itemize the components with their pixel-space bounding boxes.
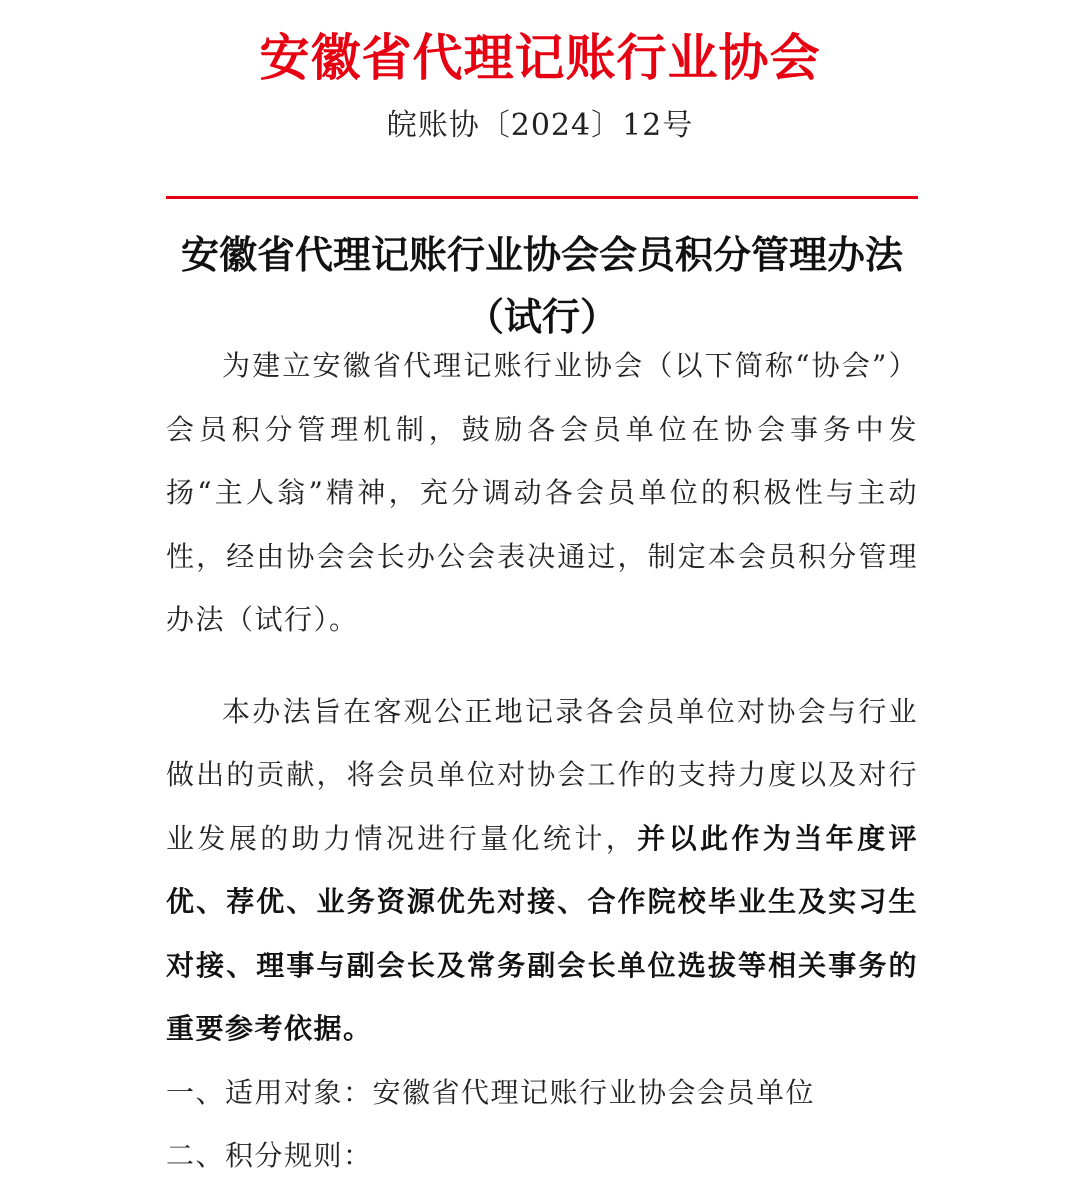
document-body [166,334,918,1188]
document-title [160,224,924,348]
title-line-2: （试行） [465,294,618,339]
paragraph-objective-emphasis: 并以此作为当年度评优、荐优、业务资源优先对接、合作院校毕业生及实习生对接、理事与副会长及常务副会长单位选拔等相关事务的重要参考依据。 [166,821,918,1045]
red-header-rule [166,196,918,199]
paragraph-objective [166,680,918,1061]
organization-header: 安徽省代理记账行业协会 [259,28,821,87]
document-number: 皖账协〔2024〕12号 [386,108,694,143]
paragraph-objective-regular: 本办法旨在客观公正地记录各会员单位对协会与行业做出的贡献，将会员单位对协会工作的支持力度以及对行业发展的助力情况进行量化统计， [166,694,918,855]
section-applicable-scope: 一、适用对象：安徽省代理记账行业协会会员单位 [166,1075,816,1109]
section-points-rules: 二、积分规则： [166,1139,373,1172]
title-line-1: 安徽省代理记账行业协会会员积分管理办法 [180,232,903,277]
paragraph-purpose: 为建立安徽省代理记账行业协会（以下简称“协会”）会员积分管理机制，鼓励各会员单位在协会事务中发扬“主人翁”精神，充分调动各会员单位的积极性与主动性，经由协会会长办公会表决通过，制定本会员积分管理办法（试行）。 [166,349,918,636]
